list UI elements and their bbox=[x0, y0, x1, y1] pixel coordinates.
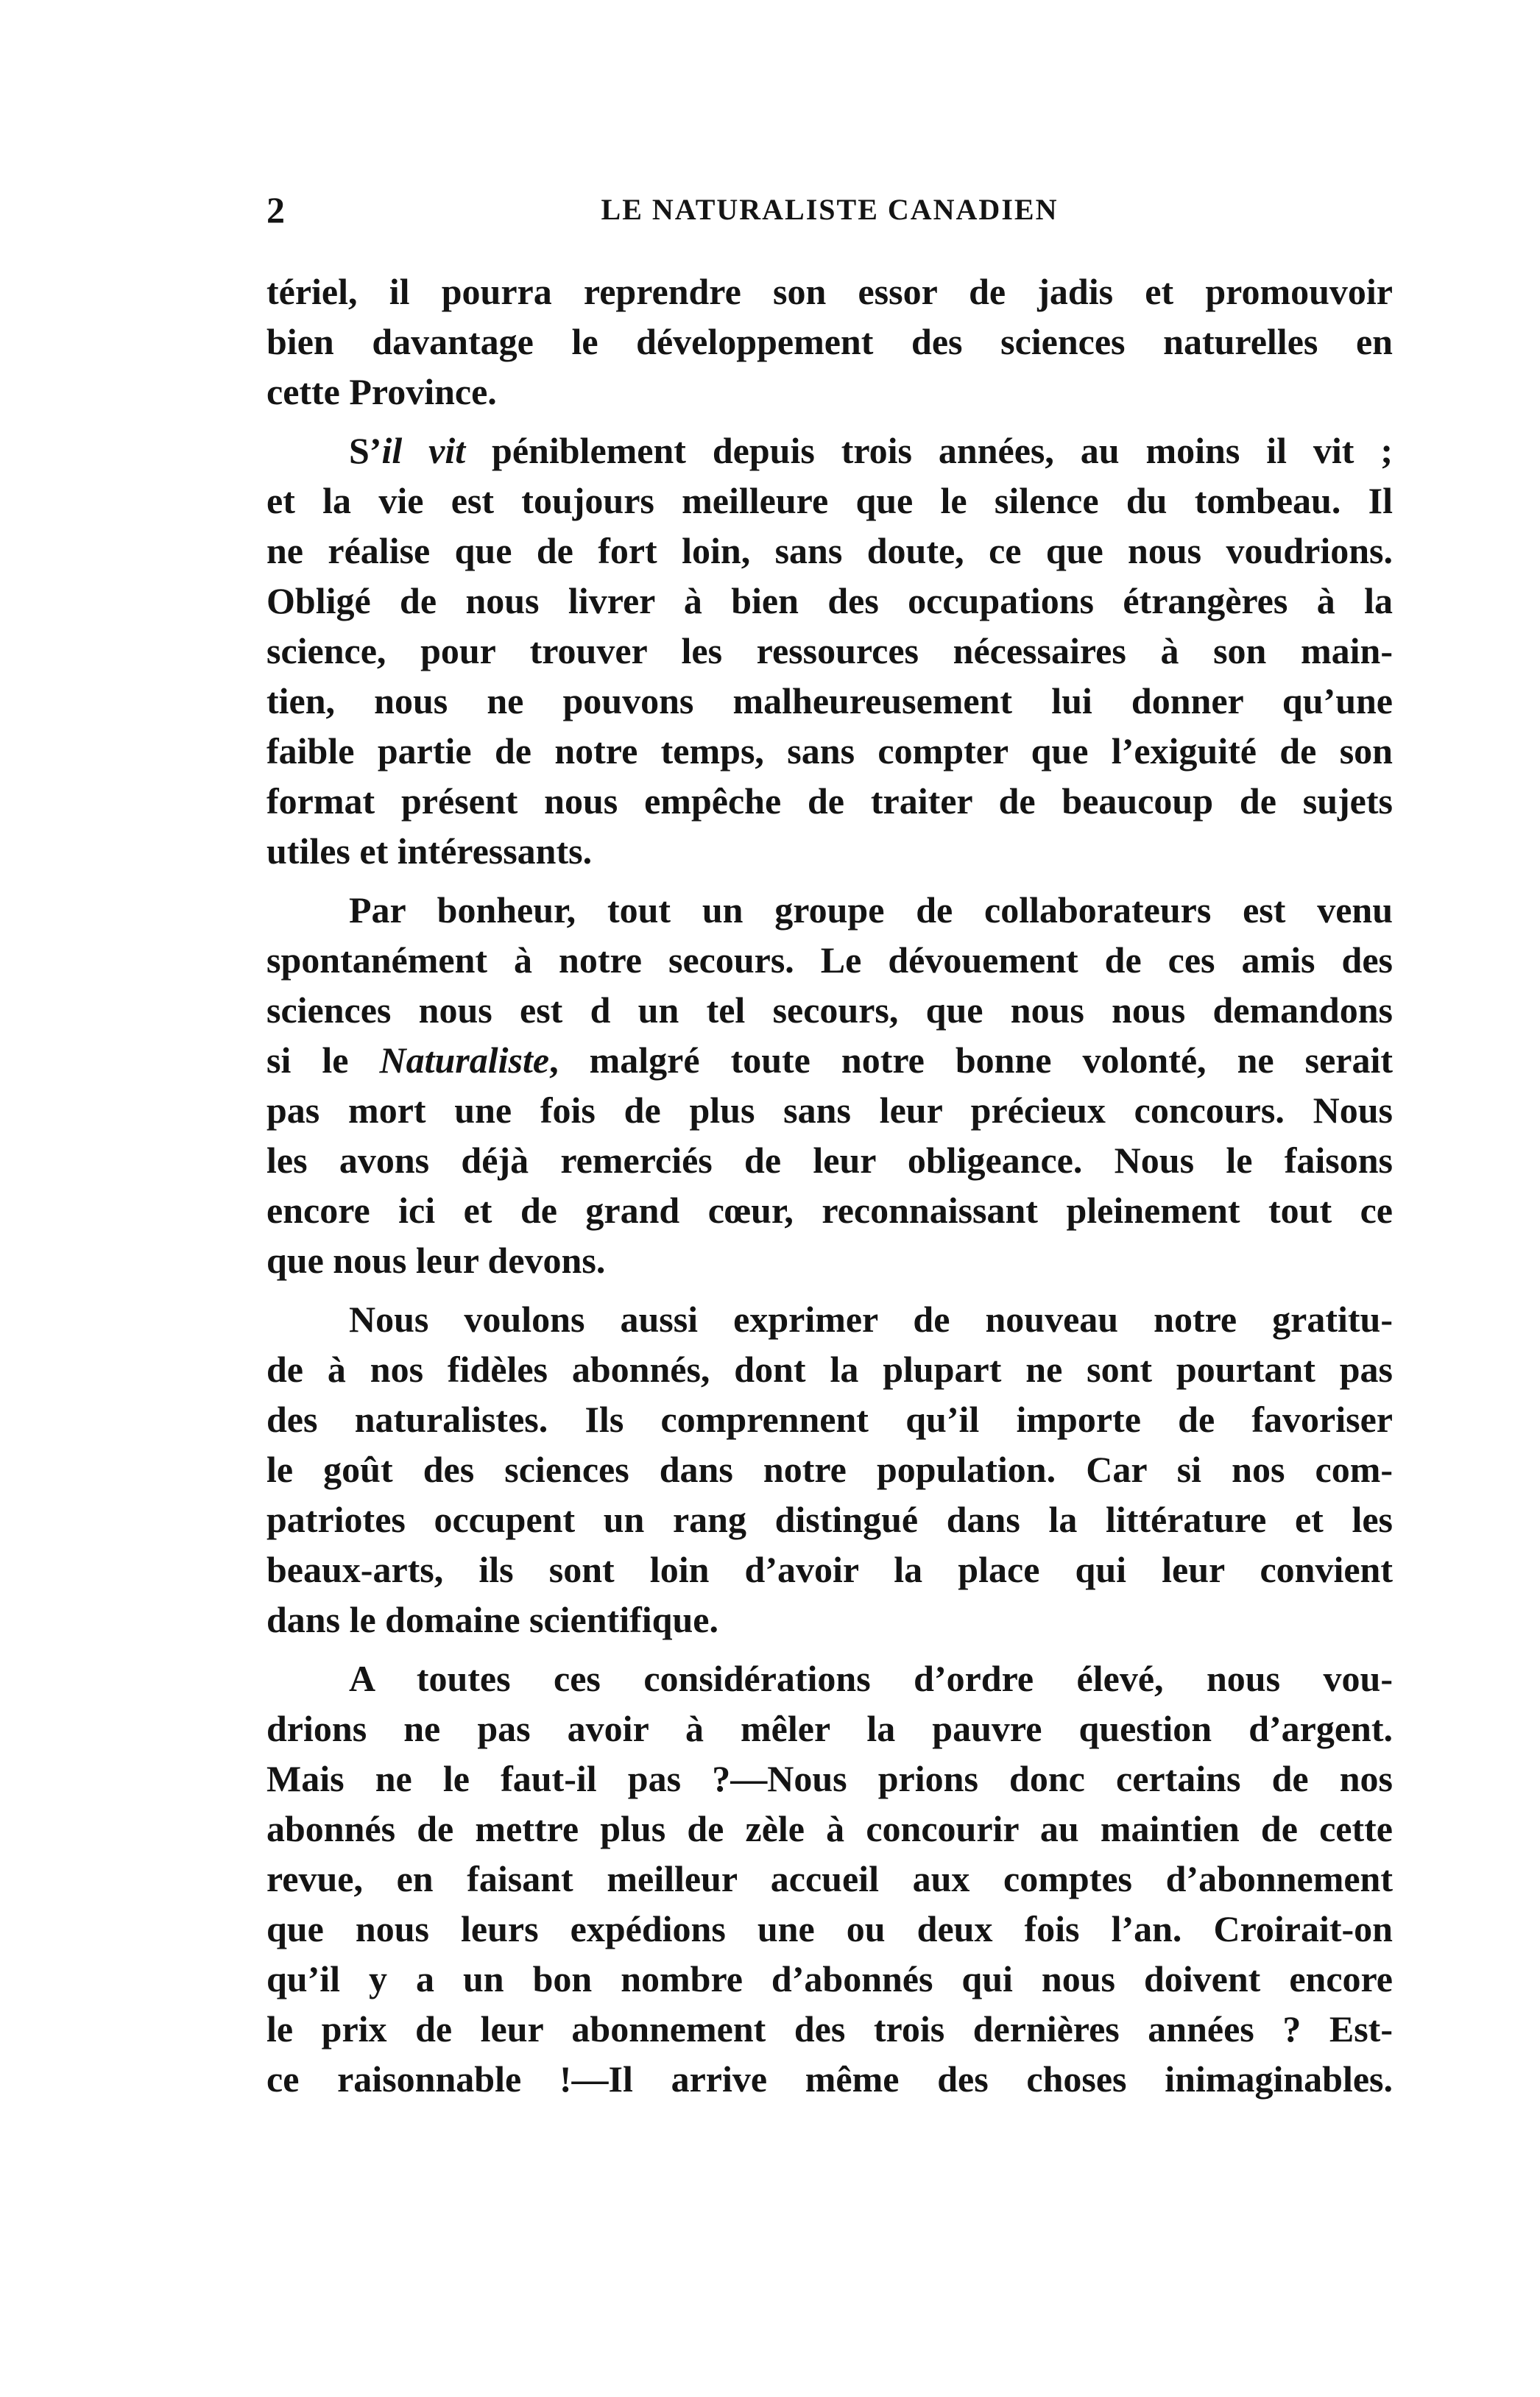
page-header bbox=[266, 184, 1393, 236]
paragraph-4 bbox=[266, 1294, 1393, 1645]
body-text bbox=[266, 266, 1393, 2113]
text-line: tien, nous ne pouvons malheureusement lui donner qu’une bbox=[266, 680, 1393, 721]
text-line: que nous leur devons. bbox=[266, 1240, 606, 1281]
paragraph-3 bbox=[266, 885, 1393, 1285]
text-line: revue, en faisant meilleur accueil aux comptes d’abonnement bbox=[266, 1858, 1393, 1899]
paragraph-1 bbox=[266, 266, 1393, 417]
text-line: si le Naturaliste, malgré toute notre bonne volonté, ne serait bbox=[266, 1039, 1393, 1081]
text-line: encore ici et de grand cœur, reconnaissant pleinement tout ce bbox=[266, 1190, 1393, 1231]
text-line: tériel, il pourra reprendre son essor de jadis et promouvoir bbox=[266, 271, 1393, 312]
text-line: A toutes ces considérations d’ordre élevé, nous vou- bbox=[349, 1658, 1393, 1699]
text-line: spontanément à notre secours. Le dévouement de ces amis des bbox=[266, 939, 1393, 981]
running-head: LE NATURALISTE CANADIEN bbox=[601, 193, 1059, 226]
text-line: patriotes occupent un rang distingué dans la littérature et les bbox=[266, 1499, 1393, 1540]
text-line: ne réalise que de fort loin, sans doute, ce que nous voudrions. bbox=[266, 530, 1393, 571]
text-line: qu’il y a un bon nombre d’abonnés qui nous doivent encore bbox=[266, 1958, 1393, 1999]
text-line: sciences nous est d un tel secours, que nous nous demandons bbox=[266, 989, 1393, 1031]
text-line: le prix de leur abonnement des trois dernières années ? Est- bbox=[266, 2008, 1393, 2050]
text-line: Par bonheur, tout un groupe de collaborateurs est venu bbox=[349, 889, 1393, 931]
text-line: science, pour trouver les ressources nécessaires à son main- bbox=[266, 630, 1393, 671]
text-line: et la vie est toujours meilleure que le silence du tombeau. Il bbox=[266, 480, 1393, 521]
text-line: dans le domaine scientifique. bbox=[266, 1599, 718, 1640]
text-line: des naturalistes. Ils comprennent qu’il importe de favoriser bbox=[266, 1399, 1393, 1440]
text-line: drions ne pas avoir à mêler la pauvre question d’argent. bbox=[266, 1708, 1393, 1749]
page-number: 2 bbox=[266, 189, 285, 230]
text-line: pas mort une fois de plus sans leur précieux concours. Nous bbox=[266, 1090, 1393, 1131]
text-line: utiles et intéressants. bbox=[266, 830, 593, 872]
text-line: cette Province. bbox=[266, 371, 497, 412]
text-line: abonnés de mettre plus de zèle à concourir au maintien de cette bbox=[266, 1808, 1393, 1849]
text-line: les avons déjà remerciés de leur obligeance. Nous le faisons bbox=[266, 1140, 1393, 1181]
paragraph-5 bbox=[266, 1653, 1393, 2104]
text-line: ce raisonnable !—Il arrive même des choses inimaginables. bbox=[266, 2058, 1393, 2100]
text-line: le goût des sciences dans notre population. Car si nos com- bbox=[266, 1449, 1393, 1490]
text-line: S’il vit péniblement depuis trois années, au moins il vit ; bbox=[349, 430, 1393, 471]
text-line: Nous voulons aussi exprimer de nouveau notre gratitu- bbox=[349, 1299, 1393, 1340]
text-line: format présent nous empêche de traiter de beaucoup de sujets bbox=[266, 780, 1393, 822]
text-line: beaux-arts, ils sont loin d’avoir la place qui leur convient bbox=[266, 1549, 1393, 1590]
paragraph-2 bbox=[266, 426, 1393, 876]
text-line: Obligé de nous livrer à bien des occupations étrangères à la bbox=[266, 580, 1393, 621]
text-line: Mais ne le faut-il pas ?—Nous prions donc certains de nos bbox=[266, 1758, 1393, 1799]
text-line: faible partie de notre temps, sans compter que l’exiguité de son bbox=[266, 730, 1393, 772]
text-line: de à nos fidèles abonnés, dont la plupart ne sont pourtant pas bbox=[266, 1349, 1393, 1390]
text-line: bien davantage le développement des sciences naturelles en bbox=[266, 321, 1393, 362]
text-line: que nous leurs expédions une ou deux fois l’an. Croirait-on bbox=[266, 1908, 1393, 1949]
